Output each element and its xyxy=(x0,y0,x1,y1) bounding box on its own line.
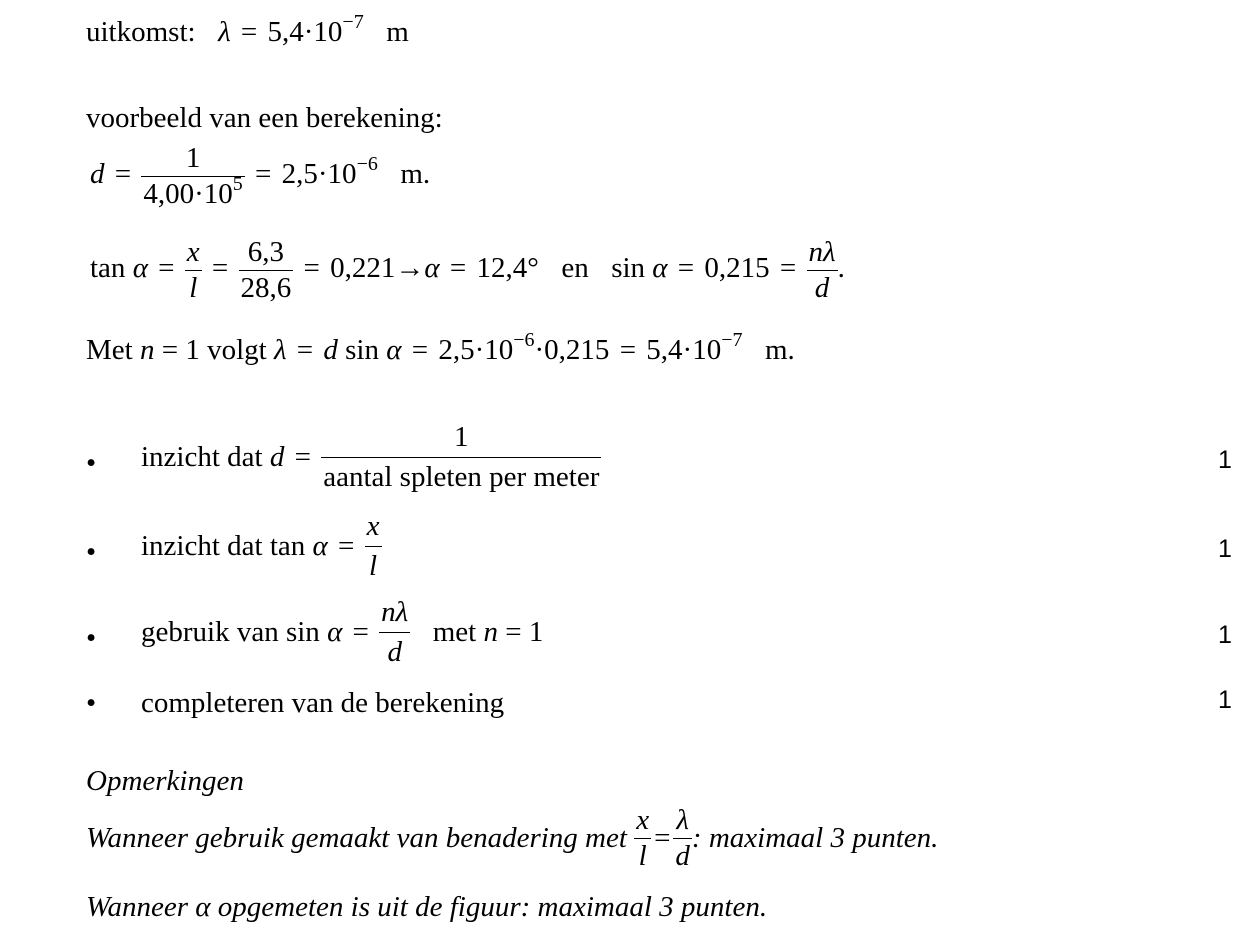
example-line-tan xyxy=(90,238,845,303)
remark-1 xyxy=(86,806,938,871)
remark-2 xyxy=(86,893,767,922)
equals-sign: = xyxy=(296,334,314,366)
equals-sign: = xyxy=(158,252,175,285)
tan-value: 0,221 xyxy=(330,252,396,285)
p2: ·0,215 xyxy=(534,334,610,366)
answer-exponent: −7 xyxy=(342,11,364,33)
fraction-d-definition xyxy=(321,421,601,494)
fraction-denominator: l xyxy=(365,546,382,583)
equals-sign: = xyxy=(779,252,797,285)
remark-text: Wanneer xyxy=(86,891,189,923)
fraction-d xyxy=(141,144,244,209)
met-word: Met xyxy=(86,334,133,366)
fraction-numerator: 6,3 xyxy=(247,236,285,268)
remark-text: opgemeten is uit de figuur: maximaal 3 punten. xyxy=(217,891,768,923)
answer-line xyxy=(86,11,409,48)
criterion-label: gebruik van xyxy=(141,616,279,648)
equals-sign: = xyxy=(352,616,369,648)
sin-value: 0,215 xyxy=(704,252,770,285)
bullet: • xyxy=(86,447,97,479)
fraction-numerator: nλ xyxy=(808,236,836,268)
criterion-text: completeren van de berekening xyxy=(141,687,505,719)
fraction-nlambda-over-d xyxy=(379,596,410,669)
fraction-denominator: l xyxy=(185,270,202,303)
equals-sign: = xyxy=(449,252,467,285)
var-d: d xyxy=(90,158,105,191)
fraction-numerator: λ xyxy=(676,804,689,836)
var-n: n xyxy=(483,616,498,648)
d-result-exponent: −6 xyxy=(356,153,378,176)
n-equals: = 1 xyxy=(505,616,544,648)
criterion-label: inzicht dat xyxy=(141,530,263,562)
answer-unit: m xyxy=(386,16,409,48)
alpha-symbol: α xyxy=(652,252,668,285)
score: 1 xyxy=(1218,686,1232,714)
fraction-denominator: d xyxy=(675,840,690,872)
d-result: 2,5·10 xyxy=(281,158,357,191)
arrow-symbol: → xyxy=(395,252,425,285)
score: 1 xyxy=(1218,446,1232,474)
p3: 5,4·10 xyxy=(646,334,722,366)
fraction-x-over-l xyxy=(185,238,202,303)
equals-sign: = xyxy=(240,16,258,48)
den-base: 4,00·10 xyxy=(143,178,233,210)
example-line-met xyxy=(86,329,795,366)
equals-sign: = xyxy=(338,530,355,562)
bullet: • xyxy=(86,622,97,654)
fraction-numerator: 1 xyxy=(185,142,201,174)
equals-sign: = xyxy=(303,252,320,285)
fraction-numerator: x xyxy=(186,236,200,268)
fraction-denominator: d xyxy=(379,632,410,669)
score: 1 xyxy=(1218,621,1232,649)
answer-mantissa: 5,4·10 xyxy=(267,16,343,48)
fraction-values xyxy=(239,238,294,303)
fraction-numerator: nλ xyxy=(381,596,409,628)
criterion-text xyxy=(141,510,382,583)
p1-exponent: −6 xyxy=(513,329,535,351)
fraction-numerator: x xyxy=(366,510,380,542)
den-exponent: 5 xyxy=(232,173,243,195)
met-word: met xyxy=(432,616,477,648)
answer-label: uitkomst: xyxy=(86,16,196,48)
alpha-symbol: α xyxy=(327,616,343,648)
equals-sign: = xyxy=(654,822,671,854)
fraction-denominator: 28,6 xyxy=(240,272,292,304)
equals-sign: = xyxy=(619,334,637,366)
d-unit: m. xyxy=(400,158,431,191)
criterion-text xyxy=(141,596,543,669)
alpha-symbol: α xyxy=(386,334,402,366)
bullet: • xyxy=(86,536,97,568)
tan-function: tan xyxy=(269,530,306,562)
p1: 2,5·10 xyxy=(438,334,514,366)
fraction-denominator: aantal spleten per meter xyxy=(321,457,601,494)
var-n: n xyxy=(139,334,155,366)
sin-function: sin xyxy=(345,334,379,366)
fraction-x-over-l xyxy=(634,806,651,871)
alpha-symbol: α xyxy=(312,530,328,562)
met-unit: m. xyxy=(765,334,795,366)
fraction-denominator: l xyxy=(634,838,651,871)
alpha-symbol: α xyxy=(195,891,211,923)
example-heading: voorbeeld van een berekening: xyxy=(86,102,443,134)
fraction-numerator: 1 xyxy=(454,421,469,453)
equals-sign: = xyxy=(411,334,429,366)
p3-exponent: −7 xyxy=(721,329,743,351)
remarks-heading: Opmerkingen xyxy=(86,765,244,797)
alpha-symbol: α xyxy=(424,252,440,285)
tan-function: tan xyxy=(90,252,126,285)
bullet: • xyxy=(86,687,97,719)
lambda-symbol: λ xyxy=(273,334,287,366)
period: . xyxy=(837,252,845,285)
criterion-text xyxy=(141,421,601,494)
lambda-symbol: λ xyxy=(218,16,231,48)
angle-value: 12,4° xyxy=(476,252,539,285)
equals-sign: = xyxy=(677,252,695,285)
equals-sign: = xyxy=(294,441,311,473)
fraction-x-over-l xyxy=(365,510,382,583)
fraction-denominator: d xyxy=(807,270,838,303)
var-d: d xyxy=(269,441,285,473)
n-equals-volgt: = 1 volgt xyxy=(161,334,267,366)
fraction-denominator xyxy=(141,173,244,210)
remark-text: Wanneer gebruik gemaakt van benadering met xyxy=(86,822,627,854)
example-line-d xyxy=(90,144,430,209)
fraction-numerator: x xyxy=(636,804,650,836)
alpha-symbol: α xyxy=(132,252,148,285)
fraction-lambda-over-d xyxy=(673,806,692,871)
var-d: d xyxy=(323,334,338,366)
criterion-label: inzicht dat xyxy=(141,441,263,473)
sin-function: sin xyxy=(611,252,646,285)
score: 1 xyxy=(1218,535,1232,563)
remark-text: : maximaal 3 punten. xyxy=(691,822,939,854)
equals-sign: = xyxy=(114,158,132,191)
sin-function: sin xyxy=(285,616,320,648)
equals-sign: = xyxy=(255,158,272,191)
en-word: en xyxy=(561,252,589,285)
equals-sign: = xyxy=(211,252,229,285)
fraction-nlambda-over-d xyxy=(807,238,838,303)
